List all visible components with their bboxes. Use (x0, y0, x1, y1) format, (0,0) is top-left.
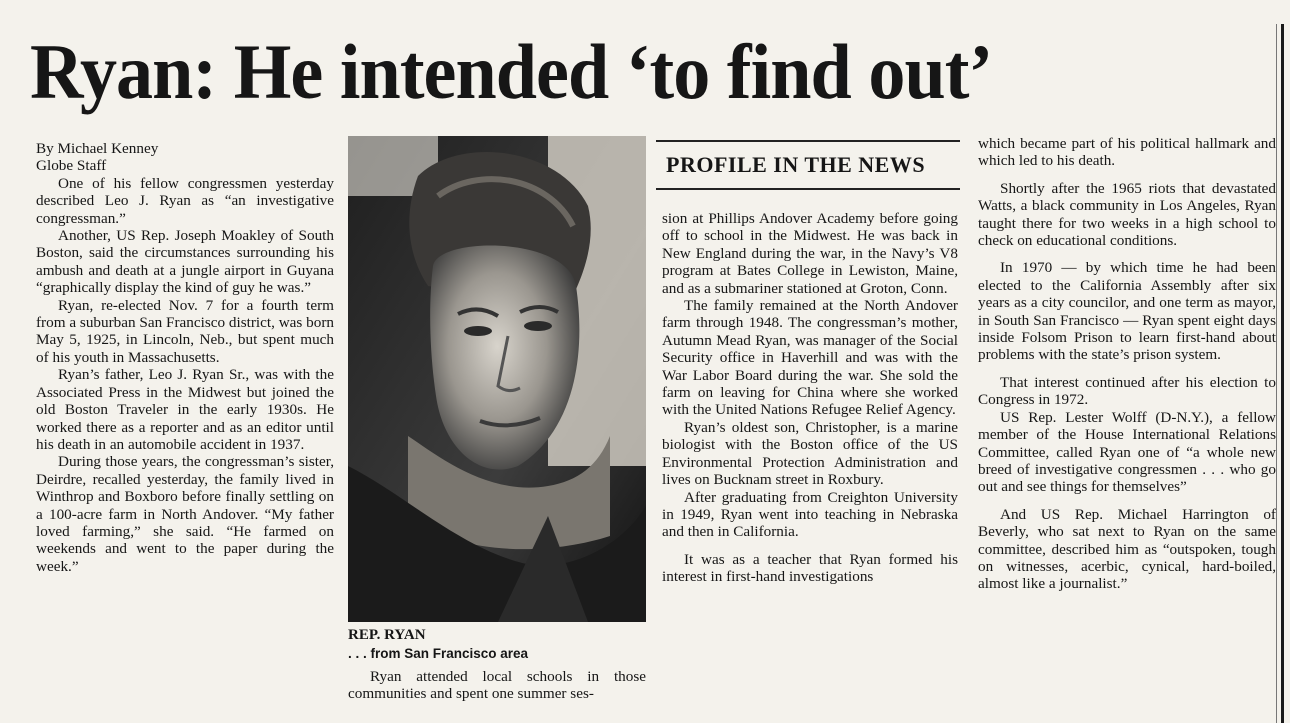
paragraph: It was as a teacher that Ryan formed his interest in first-hand investigations (662, 550, 958, 586)
paragraph: US Rep. Lester Wolff (D-N.Y.), a fellow member of the House International Relations Committee, called Ryan one of “a whole new breed of investigative congressmen . . . who go out and see things for themselves” (978, 408, 1276, 496)
paragraph: In 1970 — by which time he had been elected to the California Assembly after six years as a city councilor, and one term as mayor, in South San Francisco — Ryan spent eight days inside Folsom Prison to learn first-hand about problems with the state’s prison system. (978, 259, 1276, 364)
column-rule (1276, 24, 1277, 723)
divider (656, 140, 960, 142)
article-column-4 (978, 135, 1276, 593)
paragraph: Ryan attended local schools in those communities and spent one summer ses- (348, 668, 646, 703)
photo-caption-subtitle: . . . from San Francisco area (348, 646, 529, 661)
paragraph: Another, US Rep. Joseph Moakley of South Boston, said the circumstances surrounding his ambush and death at a jungle airport in Guyana “graphically display the kind of guy he was.” (36, 227, 334, 297)
paragraph: That interest continued after his election to Congress in 1972. (978, 373, 1276, 409)
paragraph: Ryan’s oldest son, Christopher, is a marine biologist with the Boston office of the US Environmental Protection Administration and lives on Bucknam street in Roxbury. (662, 418, 958, 489)
paragraph: Shortly after the 1965 riots that devastated Watts, a black community in Los Angeles, Ryan taught there for two weeks in a high school to check on educational conditions. (978, 179, 1276, 250)
headline: Ryan: He intended ‘to find out’ (30, 28, 993, 115)
portrait-photo (348, 136, 646, 622)
byline-affiliation: Globe Staff (36, 157, 107, 175)
paragraph: And US Rep. Michael Harrington of Beverly, who sat next to Ryan on the same committee, described him as “outspoken, tough on witnesses, acerbic, cynical, hard-boiled, almost like a journalist.” (978, 505, 1276, 593)
paragraph: Ryan’s father, Leo J. Ryan Sr., was with the Associated Press in the Midwest but joined the old Boston Traveler in the early 1930s. He worked there as a reporter and as an editor until his death in an automobile accident in 1937. (36, 366, 334, 453)
page-border (1281, 24, 1284, 723)
paragraph: During those years, the congressman’s sister, Deirdre, recalled yesterday, the family lived in Winthrop and Boxboro before finally settling on a 100-acre farm in North Andover. “My father loved farming,” she said. “He farmed on weekends and went to the paper during the week.” (36, 453, 334, 575)
paragraph: After graduating from Creighton University in 1949, Ryan went into teaching in Nebraska and then in California. (662, 488, 958, 541)
article-column-1 (36, 140, 334, 575)
paragraph: Ryan, re-elected Nov. 7 for a fourth term from a suburban San Francisco district, was born May 5, 1925, in Lincoln, Neb., but spent much of his youth in Massachusetts. (36, 296, 334, 366)
paragraph: The family remained at the North Andover farm through 1948. The congressman’s mother, Autumn Mead Ryan, was manager of the Social Security office in Haverhill and was with the War Labor Board during the war. She sold the farm on leaving for China where she worked with the United Nations Refugee Relief Agency. (662, 297, 958, 419)
section-header-box (656, 134, 960, 200)
section-header: PROFILE IN THE NEWS (666, 152, 926, 177)
article-column-3 (662, 210, 958, 586)
paragraph: which became part of his political hallmark and which led to his death. (978, 135, 1276, 170)
paragraph: sion at Phillips Andover Academy before going off to school in the Midwest. He was back in New England during the war, in the Navy’s V8 program at Bates College in Lewiston, Maine, and as a submariner stationed at Groton, Conn. (662, 210, 958, 297)
photo-caption-name: REP. RYAN (348, 627, 426, 643)
article-column-2 (348, 668, 646, 703)
divider (656, 188, 960, 190)
paragraph: One of his fellow congressmen yesterday described Leo J. Ryan as “an investigative congressman.” (36, 174, 334, 227)
byline-author: By Michael Kenney (36, 140, 159, 157)
